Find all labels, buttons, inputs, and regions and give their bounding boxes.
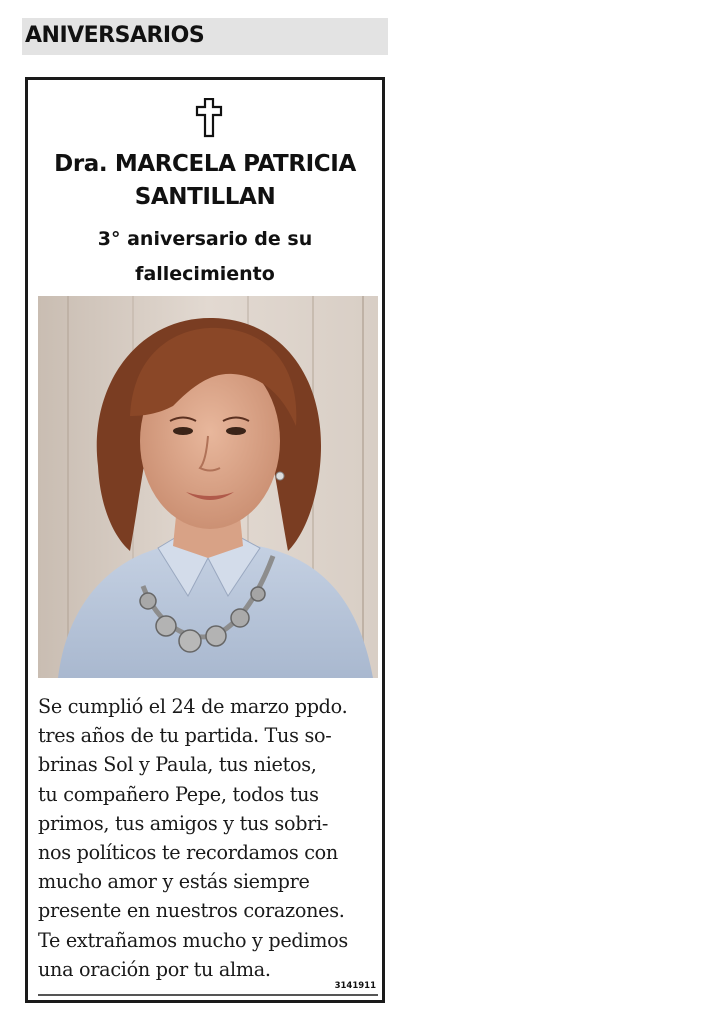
message-line: tu compañero Pepe, todos tus <box>38 782 319 806</box>
name-line-2: SANTILLAN <box>134 184 276 210</box>
message-line: brinas Sol y Paula, tus nietos, <box>38 753 317 777</box>
bottom-divider <box>38 994 378 996</box>
deceased-name <box>28 148 382 214</box>
message-line: nos políticos te recordamos con <box>38 841 338 865</box>
message-line: Se cumplió el 24 de marzo ppdo. <box>38 695 348 718</box>
memorial-message <box>38 692 381 984</box>
ad-code: 3141911 <box>334 981 376 991</box>
message-line: primos, tus amigos y tus sobri- <box>38 811 329 835</box>
message-line: una oración por tu alma. <box>38 957 271 981</box>
message-line: Te extrañamos mucho y pedimos <box>38 928 348 952</box>
cross-icon <box>195 98 223 138</box>
name-line-1: Dra. MARCELA PATRICIA <box>54 151 356 177</box>
obituary-notice <box>25 77 385 1003</box>
portrait-photo <box>38 296 378 678</box>
section-header <box>22 18 388 55</box>
message-line: mucho amor y estás siempre <box>38 870 310 894</box>
anniversary-subtitle <box>28 222 382 292</box>
message-line: presente en nuestros corazones. <box>38 899 345 923</box>
subtitle-line-2: fallecimiento <box>135 263 275 285</box>
section-title: ANIVERSARIOS <box>25 23 205 48</box>
portrait-illustration <box>38 296 378 678</box>
subtitle-line-1: 3° aniversario de su <box>97 228 313 250</box>
message-line: tres años de tu partida. Tus so- <box>38 724 332 748</box>
